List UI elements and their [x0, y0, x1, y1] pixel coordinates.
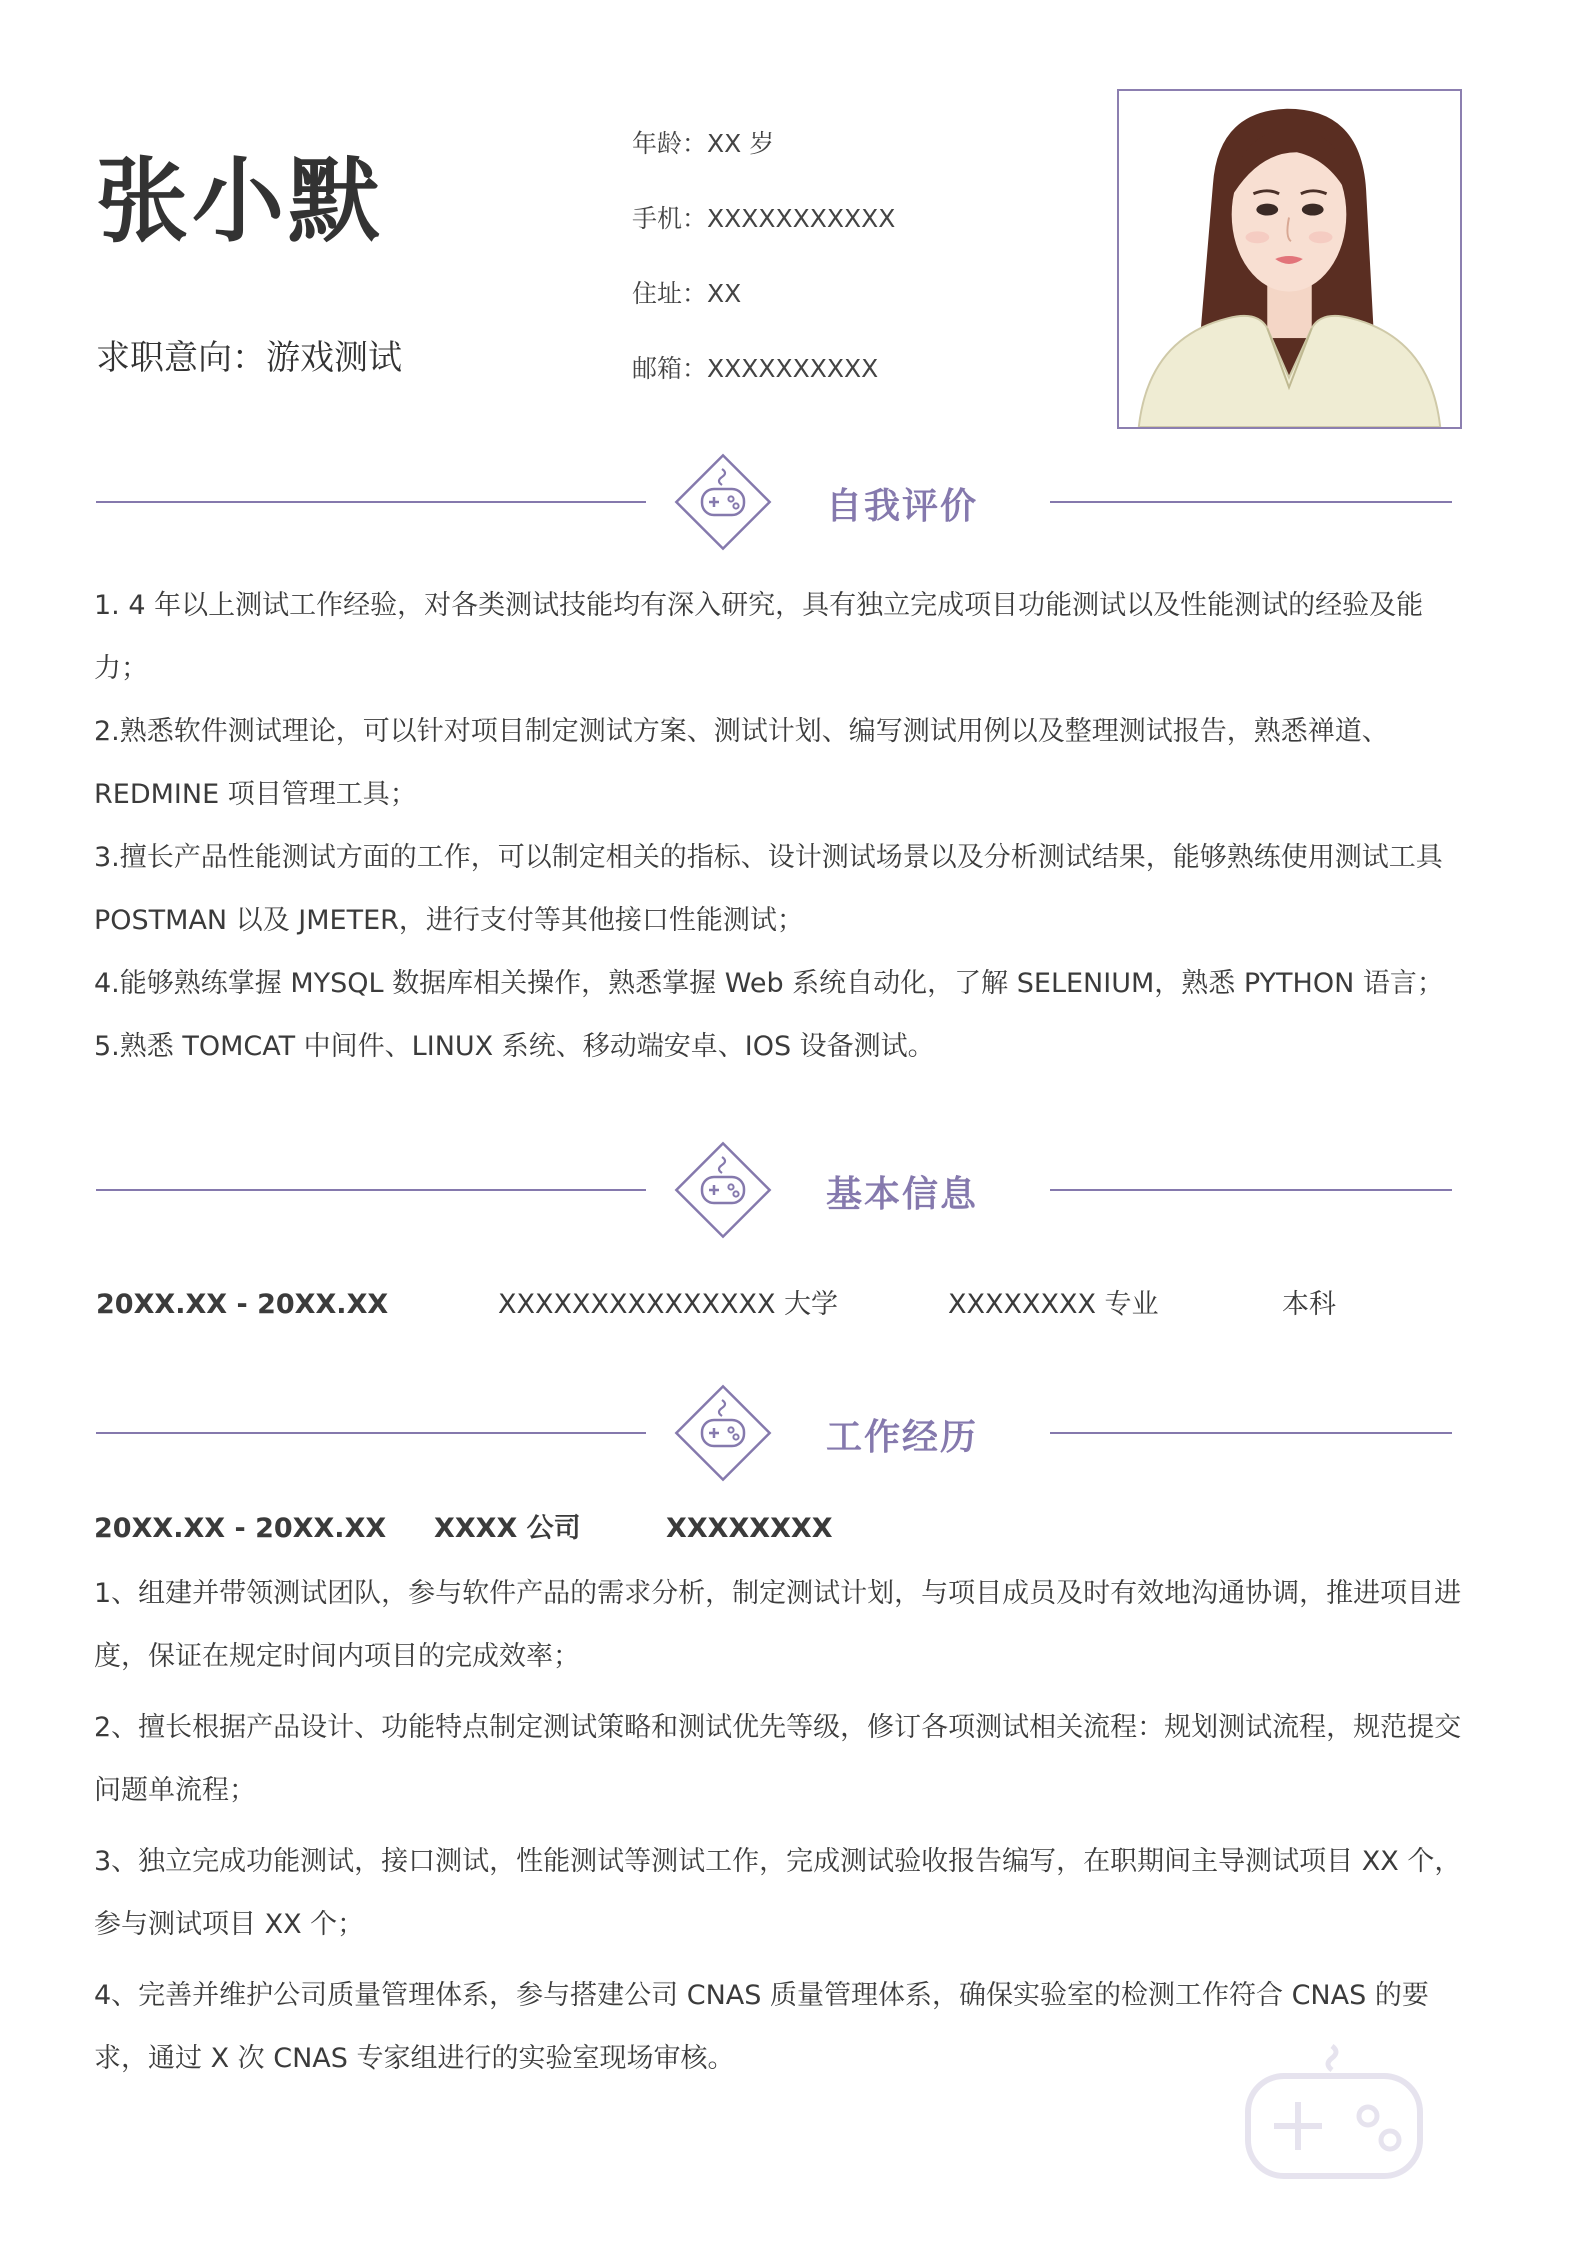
self-evaluation-list [94, 574, 1474, 1078]
candidate-name: 张小默 [96, 148, 385, 255]
contact-address: 住址：XX [632, 279, 742, 308]
gamepad-icon [668, 1135, 778, 1245]
education-school: XXXXXXXXXXXXXXX 大学 [498, 1289, 839, 1320]
divider-line [1050, 1432, 1452, 1434]
education-row [96, 1280, 1396, 1330]
divider-line [1050, 501, 1452, 503]
portrait-illustration [1119, 91, 1460, 427]
job-position: XXXXXXXX [666, 1513, 833, 1544]
list-item: 4.能够熟练掌握 MYSQL 数据库相关操作，熟悉掌握 Web 系统自动化，了解 SELENIUM，熟悉 PYTHON 语言； [94, 968, 1444, 999]
gamepad-icon [1240, 2040, 1430, 2180]
contact-info [632, 124, 895, 424]
divider-line [96, 501, 646, 503]
job-company: XXXX 公司 [434, 1513, 581, 1544]
gamepad-icon [668, 447, 778, 557]
contact-email: 邮箱：XXXXXXXXXX [632, 354, 879, 383]
divider-line [1050, 1189, 1452, 1191]
list-item: 2、擅长根据产品设计、功能特点制定测试策略和测试优先等级，修订各项测试相关流程：规划测试流程，规范提交问题单流程； [94, 1712, 1462, 1806]
list-item: 3、独立完成功能测试，接口测试，性能测试等测试工作，完成测试验收报告编写，在职期间主导测试项目 XX 个，参与测试项目 XX 个； [94, 1846, 1462, 1940]
section-title: 自我评价 [826, 486, 979, 527]
section-title: 工作经历 [826, 1417, 979, 1458]
section-basic-info [96, 1130, 1452, 1250]
education-major: XXXXXXXX 专业 [948, 1289, 1159, 1320]
list-item: 3.擅长产品性能测试方面的工作，可以制定相关的指标、设计测试场景以及分析测试结果，能够熟练使用测试工具 POSTMAN 以及 JMETER，进行支付等其他接口性能测试； [94, 842, 1443, 936]
job-intent [96, 330, 402, 379]
section-work-experience [96, 1373, 1452, 1493]
divider-line [96, 1432, 646, 1434]
list-item: 1. 4 年以上测试工作经验，对各类测试技能均有深入研究，具有独立完成项目功能测试以及性能测试的经验及能力； [94, 590, 1424, 684]
divider-line [96, 1189, 646, 1191]
list-item: 5.熟悉 TOMCAT 中间件、LINUX 系统、移动端安卓、IOS 设备测试。 [94, 1031, 935, 1062]
contact-phone: 手机：XXXXXXXXXXX [632, 204, 896, 233]
section-title: 基本信息 [826, 1174, 979, 1215]
contact-age: 年龄：XX 岁 [632, 129, 775, 158]
job-duties [94, 1562, 1474, 2090]
section-self-evaluation [96, 442, 1452, 562]
education-period: 20XX.XX - 20XX.XX [96, 1289, 389, 1320]
education-degree: 本科 [1282, 1289, 1336, 1320]
job-intent-label: 求职意向： [96, 338, 266, 378]
list-item: 1、组建并带领测试团队，参与软件产品的需求分析，制定测试计划，与项目成员及时有效地沟通协调，推进项目进度，保证在规定时间内项目的完成效率； [94, 1578, 1462, 1672]
job-intent-value: 游戏测试 [266, 338, 402, 378]
gamepad-icon [668, 1378, 778, 1488]
job-header [94, 1504, 994, 1554]
profile-photo [1117, 89, 1462, 429]
list-item: 2.熟悉软件测试理论，可以针对项目制定测试方案、测试计划、编写测试用例以及整理测试报告，熟悉禅道、REDMINE 项目管理工具； [94, 716, 1389, 810]
job-period: 20XX.XX - 20XX.XX [94, 1513, 387, 1544]
list-item: 4、完善并维护公司质量管理体系，参与搭建公司 CNAS 质量管理体系，确保实验室的检测工作符合 CNAS 的要求，通过 X 次 CNAS 专家组进行的实验室现场审核。 [94, 1980, 1429, 2074]
